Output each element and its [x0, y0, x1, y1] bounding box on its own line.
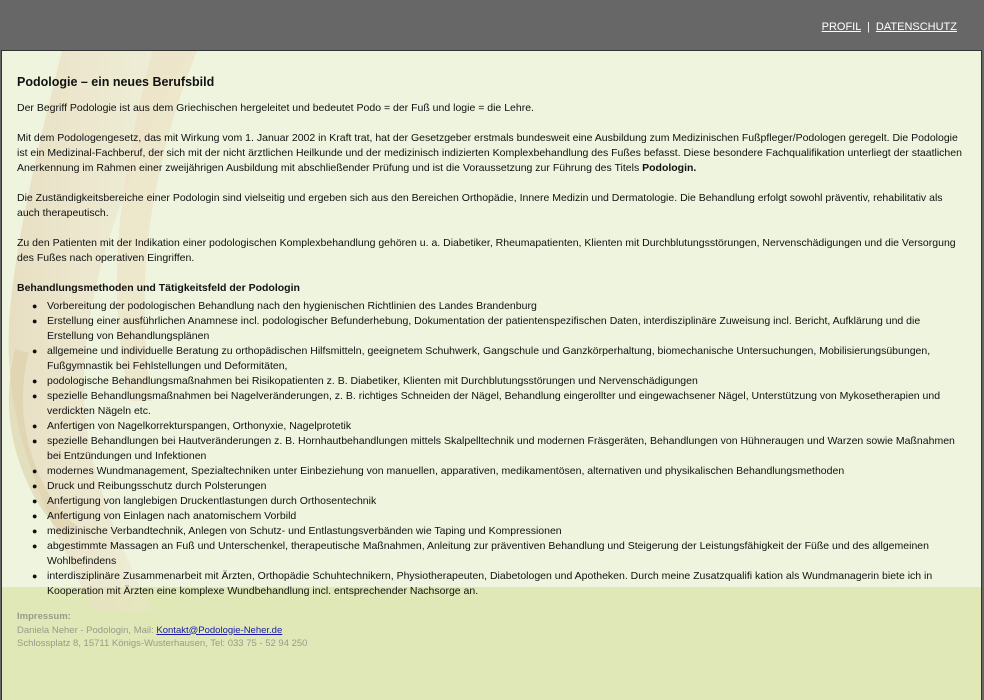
impressum-footer: [17, 610, 967, 651]
methods-list: [17, 299, 967, 599]
list-item: ● podologische Behandlungsmaßnahmen bei Risikopatienten z. B. Diabetiker, Klienten mit Durchblutungsstörungen und Nervenschädigungen: [47, 374, 967, 389]
patients-paragraph: Zu den Patienten mit der Indikation einer podologischen Komplexbehandlung gehören u. a. Diabetiker, Rheumapatienten, Klienten mit Durchblutungsstörungen, Nervenschädigungen und die Versorgung des Fußes nach operativen Eingriffen.: [17, 237, 956, 264]
methods-heading: Behandlungsmethoden und Tätigkeitsfeld der Podologin: [17, 282, 300, 294]
list-item: ● medizinische Verbandtechnik, Anlegen von Schutz- und Entlastungsverbänden wie Taping und Kompressionen: [47, 524, 967, 539]
impressum-address: Schlossplatz 8, 15711 Königs-Wusterhausen, Tel: 033 75 - 52 94 250: [17, 638, 308, 649]
impressum-name: Daniela Neher - Podologin, Mail:: [17, 624, 157, 636]
impressum-label: Impressum:: [17, 611, 71, 622]
responsibility-paragraph: Die Zuständigkeitsbereiche einer Podologin sind vielseitig und ergeben sich aus den Bereichen Orthopädie, Innere Medizin und Dermatologie. Die Behandlung erfolgt sowohl präventiv, rehabilitativ als auch therapeutisch.: [17, 192, 943, 219]
intro-paragraph: Der Begriff Podologie ist aus dem Griechischen hergeleitet und bedeutet Podo = der Fuß und logie = die Lehre.: [17, 102, 534, 114]
list-item: ● abgestimmte Massagen an Fuß und Unterschenkel, therapeutische Maßnahmen, Anleitung zur präventiven Behandlung und Steigerung der Leistungsfähigkeit der Füße und des allgemeinen Wohlbefindens: [47, 539, 967, 569]
list-item: ● interdisziplinäre Zusammenarbeit mit Ärzten, Orthopädie Schuhtechnikern, Physiotherapeuten, Diabetologen und Apotheken. Durch meine Zusatzqualifi kation als Wundmanagerin biete ich in Kooperation mit Ärzten eine komplexe Wundbehandlung incl. entsprechender Nachsorge an.: [47, 569, 967, 599]
impressum-contact-line: [17, 624, 967, 638]
nav-separator: |: [867, 21, 870, 33]
top-navigation: [822, 21, 957, 33]
content-panel: [1, 50, 982, 700]
list-item: ● Vorbereitung der podologischen Behandlung nach den hygienischen Richtlinien des Landes Brandenburg: [47, 299, 967, 314]
title-podologin: Podologin.: [642, 162, 697, 174]
list-item: ● Druck und Reibungsschutz durch Polsterungen: [47, 479, 967, 494]
page-title: Podologie – ein neues Berufsbild: [17, 75, 215, 89]
list-item: ● Erstellung einer ausführlichen Anamnese incl. podologischer Befunderhebung, Dokumentation der patientenspezifischen Daten, interdisziplinäre Zuweisung incl. Bericht, Aufklärung und die Erstellung von Behandlungsplänen: [47, 314, 967, 344]
list-item: ● spezielle Behandlungsmaßnahmen bei Nagelveränderungen, z. B. richtiges Schneiden der Nägel, Behandlung eingerollter und eingewachsener Nägel, Unterstützung von Mykosetherapien und verdickten Nägeln etc.: [47, 389, 967, 419]
list-item: ● allgemeine und individuelle Beratung zu orthopädischen Hilfsmitteln, geeignetem Schuhwerk, Gangschule und Ganzkörperhaltung, biomechanische Untersuchungen, Mobilisierungsübungen, Fußgymnastik bei Fehlstellungen und Deformitäten,: [47, 344, 967, 374]
law-paragraph-text: Mit dem Podologengesetz, das mit Wirkung vom 1. Januar 2002 in Kraft trat, hat der Gesetzgeber erstmals bundesweit eine Ausbildung zum Medizinischen Fußpfleger/Podologen geregelt. Die Podologie ist ein Medizinal-Fachberuf, der sich mit der nicht ärztlichen Heilkunde und der medizinisch indizierten Komplexbehandlung des Fußes befasst. Diese besondere Fachqualifikation unterliegt der staatlichen Anerkennung im Rahmen einer zweijährigen Ausbildung mit abschließender Prüfung und ist die Voraussetzung zur Führung des Titels: [17, 132, 962, 174]
law-paragraph: [17, 131, 967, 176]
header-bar: [0, 0, 984, 50]
list-item: ● spezielle Behandlungen bei Hautveränderungen z. B. Hornhautbehandlungen mittels Skalpelltechnik und modernen Fräsgeräten, Behandlungen von Hühneraugen und Warzen sowie Maßnahmen bei Entzündungen und Infektionen: [47, 434, 967, 464]
list-item: ● modernes Wundmanagement, Spezialtechniken unter Einbeziehung von manuellen, apparativen, medikamentösen, alternativen und physikalischen Behandlungsmethoden: [47, 464, 967, 479]
email-link[interactable]: Kontakt@Podologie-Neher.de: [156, 624, 283, 636]
list-item: ● Anfertigung von Einlagen nach anatomischem Vorbild: [47, 509, 967, 524]
list-item: ● Anfertigen von Nagelkorrekturspangen, Orthonyxie, Nagelprotetik: [47, 419, 967, 434]
nav-link-profil[interactable]: PROFIL: [821, 21, 861, 33]
main-content: [17, 75, 967, 651]
nav-link-datenschutz[interactable]: DATENSCHUTZ: [875, 21, 957, 33]
list-item: ● Anfertigung von langlebigen Druckentlastungen durch Orthosentechnik: [47, 494, 967, 509]
